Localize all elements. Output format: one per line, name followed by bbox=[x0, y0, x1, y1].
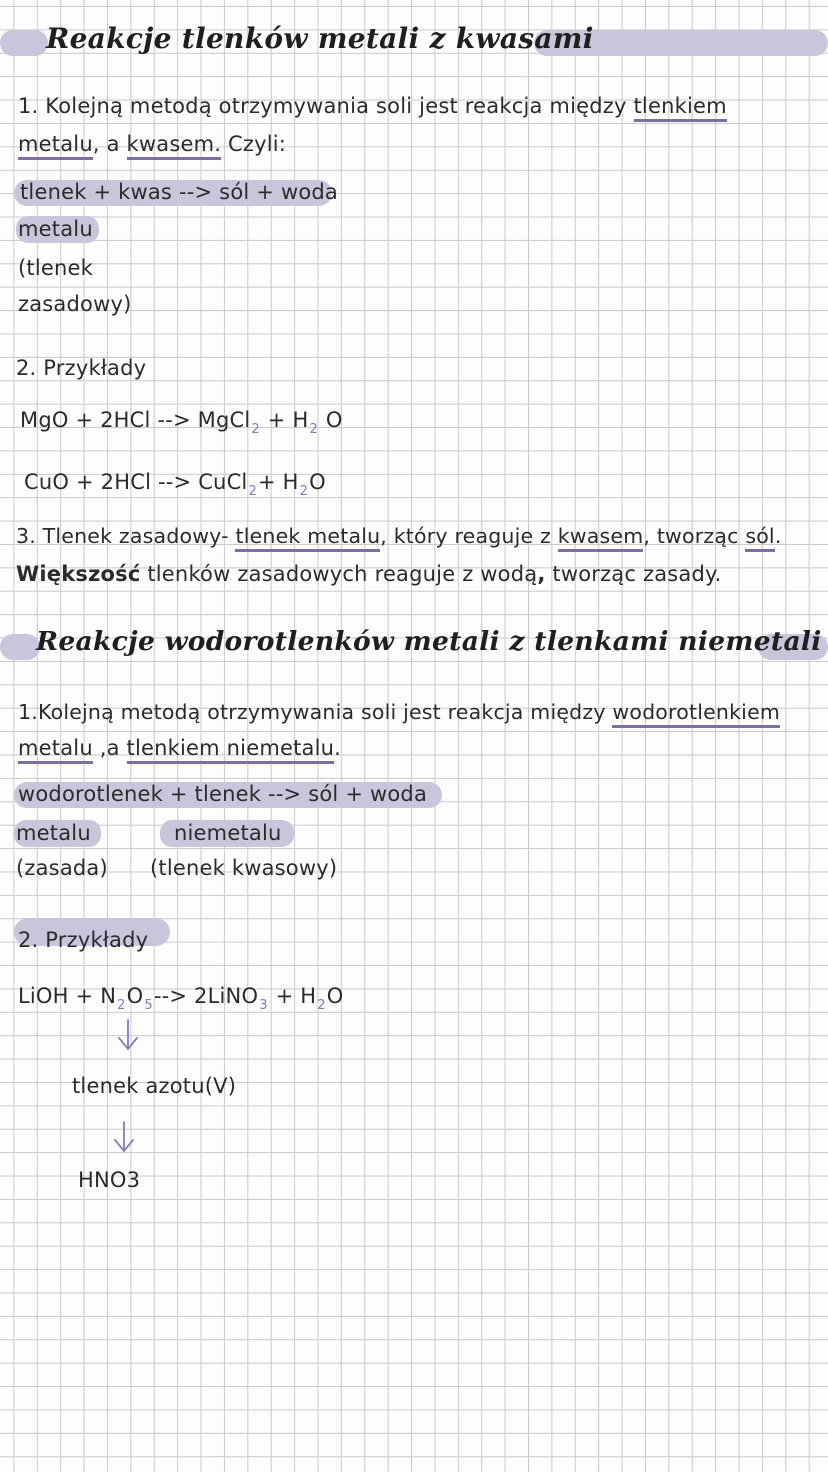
scheme2-zasada: (zasada) bbox=[16, 856, 108, 880]
def-text: , który reaguje z bbox=[380, 524, 558, 548]
section2-intro-line1 bbox=[18, 700, 780, 724]
section2-intro-line2 bbox=[18, 736, 341, 760]
intro-mid: ,a bbox=[92, 736, 127, 760]
underlined-tlenkiem: tlenkiem bbox=[634, 94, 727, 122]
definition-line1 bbox=[16, 524, 782, 548]
def-text: , tworząc bbox=[643, 524, 746, 548]
section2-title: Reakcje wodorotlenków metali z tlenkami niemetali bbox=[36, 626, 822, 657]
scheme2-kwasowy: (tlenek kwasowy) bbox=[150, 856, 338, 880]
underlined-kwasem: kwasem bbox=[558, 524, 644, 552]
eq-part: + H bbox=[260, 408, 309, 432]
arrow-down-icon bbox=[116, 1018, 140, 1052]
equation-mgo bbox=[20, 408, 343, 437]
scheme2-metalu: metalu bbox=[14, 820, 101, 847]
eq-subscript: 2 bbox=[317, 998, 326, 1013]
intro-post: Czyli: bbox=[221, 132, 287, 156]
intro-mid: , a bbox=[92, 132, 127, 156]
underlined-sol: sól bbox=[745, 524, 775, 552]
examples-heading-2: 2. Przykłady bbox=[18, 928, 149, 952]
scheme-zasadowy: zasadowy) bbox=[18, 292, 132, 316]
title2-highlight-left bbox=[0, 634, 40, 660]
eq-part: O bbox=[326, 984, 344, 1008]
scheme2-niemetalu: niemetalu bbox=[160, 820, 294, 847]
scheme-top: tlenek + kwas --> sól + woda bbox=[20, 180, 338, 204]
scheme-tlenek: (tlenek bbox=[18, 256, 93, 280]
eq-part: O bbox=[126, 984, 144, 1008]
eq-subscript: 2 bbox=[309, 422, 318, 437]
arrow-down-icon bbox=[112, 1120, 136, 1154]
section1-intro-line2 bbox=[18, 132, 286, 156]
eq-part: --> 2LiNO bbox=[153, 984, 259, 1008]
eq-subscript: 2 bbox=[117, 998, 126, 1013]
section1-title: Reakcje tlenków metali z kwasami bbox=[46, 22, 594, 55]
underlined-wodorotlenkiem: wodorotlenkiem bbox=[612, 700, 780, 728]
scheme-metalu: metalu bbox=[16, 216, 99, 243]
intro-text: 1.Kolejną metodą otrzymywania soli jest reakcja między bbox=[18, 700, 613, 724]
def-text: 3. Tlenek zasadowy- bbox=[16, 524, 236, 548]
eq-part: LiOH + N bbox=[18, 984, 117, 1008]
underlined-tlenkiem-niemetalu: tlenkiem niemetalu bbox=[127, 736, 335, 764]
section1-intro-line1 bbox=[18, 94, 727, 118]
eq-subscript: 5 bbox=[144, 998, 153, 1013]
def-text: tworząc zasady. bbox=[545, 562, 722, 586]
eq-part: + H bbox=[268, 984, 317, 1008]
intro-text: 1. Kolejną metodą otrzymywania soli jest reakcja między bbox=[18, 94, 634, 118]
underlined-metalu: metalu bbox=[18, 132, 93, 160]
title-highlight-left bbox=[0, 30, 48, 56]
def-text: tlenków zasadowych reaguje z wodą bbox=[140, 562, 538, 586]
eq-subscript: 2 bbox=[299, 484, 309, 499]
examples-heading-1: 2. Przykłady bbox=[16, 356, 147, 380]
scheme2-top: wodorotlenek + tlenek --> sól + woda bbox=[18, 782, 428, 806]
eq-subscript: 2 bbox=[251, 422, 260, 437]
def-comma: , bbox=[537, 562, 546, 586]
definition-line2 bbox=[16, 562, 722, 586]
equation-lioh bbox=[18, 984, 343, 1013]
note-tlenek-azotu: tlenek azotu(V) bbox=[72, 1074, 237, 1098]
eq-part: O bbox=[309, 470, 326, 494]
note-hno3: HNO3 bbox=[78, 1168, 141, 1192]
eq-part: O bbox=[318, 408, 343, 432]
eq-part: MgO + 2HCl --> MgCl bbox=[20, 408, 251, 432]
underlined-metalu: metalu bbox=[18, 736, 93, 764]
underlined-tlenek-metalu: tlenek metalu bbox=[235, 524, 380, 552]
eq-part: CuO + 2HCl --> CuCl bbox=[24, 470, 248, 494]
intro-end: . bbox=[334, 736, 342, 760]
equation-cuo bbox=[24, 470, 326, 499]
eq-subscript: 3 bbox=[259, 998, 268, 1013]
bold-wiekszosc: Większość bbox=[16, 562, 141, 586]
eq-subscript: 2 bbox=[248, 484, 257, 499]
def-text: . bbox=[774, 524, 782, 548]
eq-part: + H bbox=[257, 470, 299, 494]
underlined-kwasem: kwasem. bbox=[127, 132, 222, 160]
